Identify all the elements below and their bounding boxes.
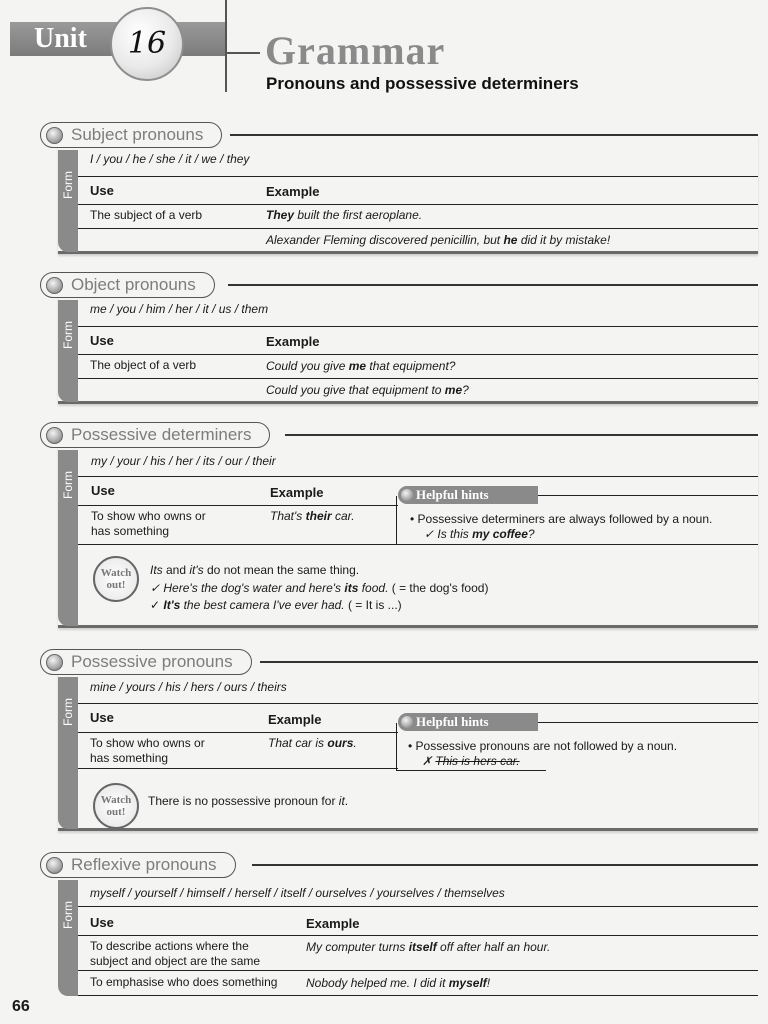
divider	[78, 935, 758, 936]
form-label: Form	[61, 321, 75, 349]
section-title: Object pronouns	[71, 275, 196, 294]
bullet-icon	[46, 277, 63, 294]
divider	[538, 495, 758, 496]
example-text: Could you give me that equipment?	[266, 359, 456, 373]
page-subtitle: Pronouns and possessive determiners	[266, 74, 579, 93]
bullet-icon	[46, 654, 63, 671]
divider	[396, 770, 546, 771]
section-rule	[228, 284, 758, 286]
watch-out-text: There is no possessive pronoun for it.	[148, 794, 349, 808]
bullet-icon	[401, 489, 413, 501]
use-header: Use	[90, 183, 114, 198]
section-body	[58, 136, 758, 254]
watch-out-icon: Watch out!	[93, 783, 139, 829]
use-text: To describe actions where the	[90, 939, 249, 953]
header-rule	[225, 52, 260, 54]
bullet-icon	[46, 427, 63, 444]
use-header: Use	[90, 333, 114, 348]
section-possessive-pronouns	[40, 649, 758, 835]
use-text: The object of a verb	[90, 358, 197, 372]
watch-out-text: Its and it's do not mean the same thing.	[150, 563, 360, 577]
bullet-icon	[46, 127, 63, 144]
section-reflexive-pronouns	[40, 852, 758, 998]
divider	[538, 722, 758, 723]
form-label: Form	[61, 171, 75, 199]
divider	[78, 768, 398, 769]
example-text: Nobody helped me. I did it myself!	[306, 976, 491, 990]
section-body	[58, 663, 758, 831]
divider	[78, 703, 758, 704]
use-text: has something	[91, 524, 170, 538]
helpful-hints-heading: Helpful hints	[398, 486, 538, 504]
section-heading	[40, 852, 236, 878]
divider	[78, 228, 758, 229]
divider	[78, 326, 758, 327]
divider	[78, 544, 758, 545]
section-heading	[40, 649, 252, 675]
divider	[78, 204, 758, 205]
example-text: Could you give that equipment to me?	[266, 383, 469, 397]
example-text: Alexander Fleming discovered penicillin, but he did it by mistake!	[266, 233, 611, 247]
helpful-hints-heading: Helpful hints	[398, 713, 538, 731]
divider	[78, 354, 758, 355]
section-heading	[40, 122, 222, 148]
form-label: Form	[61, 901, 75, 929]
section-rule	[260, 661, 758, 663]
example-header: Example	[270, 485, 324, 500]
watch-out-icon: Watch out!	[93, 556, 139, 602]
use-header: Use	[90, 710, 114, 725]
bullet-icon	[46, 857, 63, 874]
section-heading	[40, 422, 270, 448]
form-list: myself / yourself / himself / herself / itself / ourselves / yourselves / themselves	[90, 886, 505, 900]
use-text: has something	[90, 751, 169, 765]
hint-example: ✗ This is hers car.	[422, 754, 520, 768]
use-header: Use	[91, 483, 115, 498]
section-body	[58, 286, 758, 404]
example-header: Example	[306, 916, 360, 931]
header-divider	[225, 0, 227, 92]
hint-text: • Possessive determiners are always followed by a noun.	[410, 512, 713, 526]
section-rule	[252, 864, 758, 866]
use-text: The subject of a verb	[90, 208, 203, 222]
hint-example: ✓ Is this my coffee?	[424, 527, 535, 541]
example-header: Example	[268, 712, 322, 727]
form-list: mine / yours / his / hers / ours / theirs	[90, 680, 287, 694]
divider	[78, 906, 758, 907]
example-text: My computer turns itself off after half an hour.	[306, 940, 551, 954]
divider	[78, 176, 758, 177]
section-body	[58, 866, 758, 998]
section-title: Subject pronouns	[71, 125, 204, 144]
divider	[396, 723, 397, 771]
form-label: Form	[61, 698, 75, 726]
use-text: subject and object are the same	[90, 954, 261, 968]
example-text: That car is ours.	[268, 736, 357, 750]
page-title: Grammar	[265, 28, 446, 73]
section-title: Possessive determiners	[71, 425, 252, 444]
section-subject-pronouns	[40, 122, 758, 256]
divider	[78, 995, 758, 996]
divider	[78, 505, 398, 506]
section-title: Possessive pronouns	[71, 652, 233, 671]
hint-text: • Possessive pronouns are not followed by a noun.	[408, 739, 678, 753]
divider	[78, 732, 398, 733]
example-text: That's their car.	[270, 509, 355, 523]
form-list: I / you / he / she / it / we / they	[90, 152, 250, 166]
example-text: They built the first aeroplane.	[266, 208, 423, 222]
section-object-pronouns	[40, 272, 758, 406]
bullet-icon	[401, 716, 413, 728]
section-heading	[40, 272, 215, 298]
example-header: Example	[266, 184, 320, 199]
section-possessive-determiners	[40, 422, 758, 632]
section-rule	[285, 434, 758, 436]
use-text: To emphasise who does something	[90, 975, 278, 989]
example-header: Example	[266, 334, 320, 349]
page-number: 66	[12, 998, 30, 1015]
divider	[78, 378, 758, 379]
watch-out-example: ✓ It's the best camera I've ever had. ( = It is ...)	[150, 598, 402, 612]
divider	[396, 496, 397, 544]
unit-label: Unit	[34, 23, 87, 54]
use-text: To show who owns or	[90, 736, 205, 750]
section-title: Reflexive pronouns	[71, 855, 217, 874]
divider	[78, 476, 758, 477]
form-list: my / your / his / her / its / our / their	[91, 454, 276, 468]
use-text: To show who owns or	[91, 509, 206, 523]
section-body	[58, 436, 758, 628]
section-rule	[230, 134, 758, 136]
form-label: Form	[61, 471, 75, 499]
divider	[78, 970, 758, 971]
use-header: Use	[90, 915, 114, 930]
watch-out-example: ✓ Here's the dog's water and here's its food. ( = the dog's food)	[150, 581, 489, 595]
form-list: me / you / him / her / it / us / them	[90, 302, 269, 316]
unit-number: 16	[127, 26, 167, 61]
